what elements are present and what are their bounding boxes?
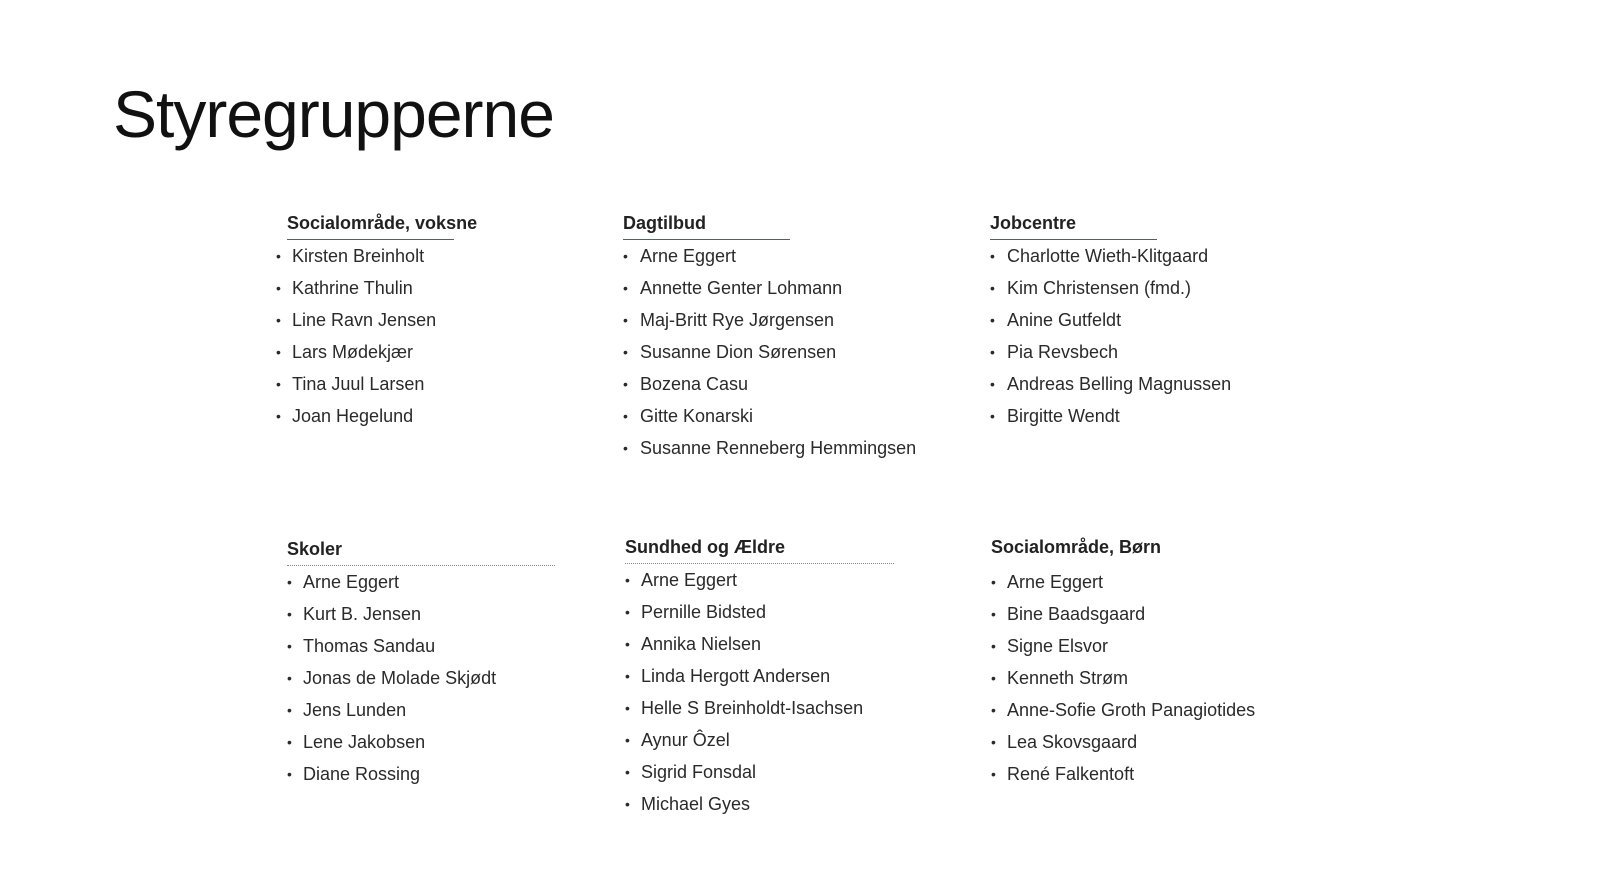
bullet-icon: • bbox=[287, 670, 292, 686]
member-name: Line Ravn Jensen bbox=[292, 310, 437, 330]
member-item bbox=[623, 246, 943, 267]
member-name: Annika Nielsen bbox=[641, 634, 762, 654]
group-heading: Socialområde, Børn bbox=[991, 537, 1162, 557]
bullet-icon: • bbox=[990, 344, 995, 360]
bullet-icon: • bbox=[276, 344, 281, 360]
heading-underline bbox=[623, 239, 790, 240]
bullet-icon: • bbox=[991, 638, 996, 654]
member-item bbox=[990, 374, 1310, 395]
member-item bbox=[625, 730, 945, 751]
member-list bbox=[625, 570, 945, 815]
member-item bbox=[287, 700, 607, 721]
member-item bbox=[625, 666, 945, 687]
member-name: Jens Lunden bbox=[303, 700, 407, 720]
member-name: Tina Juul Larsen bbox=[292, 374, 425, 394]
member-name: Arne Eggert bbox=[303, 572, 400, 592]
member-name: Pernille Bidsted bbox=[641, 602, 767, 622]
bullet-icon: • bbox=[623, 440, 628, 456]
bullet-icon: • bbox=[990, 376, 995, 392]
bullet-icon: • bbox=[625, 796, 630, 812]
member-item bbox=[623, 278, 943, 299]
member-item bbox=[623, 438, 943, 459]
bullet-icon: • bbox=[625, 668, 630, 684]
member-item bbox=[287, 668, 607, 689]
member-name: Maj-Britt Rye Jørgensen bbox=[640, 310, 835, 330]
bullet-icon: • bbox=[623, 280, 628, 296]
member-name: Kim Christensen (fmd.) bbox=[1007, 278, 1192, 298]
bullet-icon: • bbox=[287, 702, 292, 718]
member-name: Jonas de Molade Skjødt bbox=[303, 668, 497, 688]
member-item bbox=[991, 700, 1311, 721]
bullet-icon: • bbox=[991, 574, 996, 590]
member-name: Kirsten Breinholt bbox=[292, 246, 425, 266]
member-name: Kenneth Strøm bbox=[1007, 668, 1129, 688]
bullet-icon: • bbox=[287, 734, 292, 750]
member-list bbox=[287, 572, 607, 785]
member-item bbox=[623, 342, 943, 363]
bullet-icon: • bbox=[623, 344, 628, 360]
member-name: Linda Hergott Andersen bbox=[641, 666, 831, 686]
member-item bbox=[990, 278, 1310, 299]
group-heading: Sundhed og Ældre bbox=[625, 537, 785, 557]
member-name: Bine Baadsgaard bbox=[1007, 604, 1146, 624]
member-name: Charlotte Wieth-Klitgaard bbox=[1007, 246, 1209, 266]
member-item bbox=[276, 342, 596, 363]
bullet-icon: • bbox=[625, 604, 630, 620]
member-name: Pia Revsbech bbox=[1007, 342, 1119, 362]
bullet-icon: • bbox=[991, 670, 996, 686]
member-item bbox=[625, 570, 945, 591]
group-jobcentre bbox=[990, 212, 1310, 438]
member-item bbox=[623, 310, 943, 331]
heading-underline bbox=[990, 239, 1157, 240]
bullet-icon: • bbox=[625, 732, 630, 748]
group-heading: Skoler bbox=[287, 539, 343, 559]
group-socialomraade-voksne bbox=[276, 212, 596, 438]
member-name: Kathrine Thulin bbox=[292, 278, 413, 298]
bullet-icon: • bbox=[623, 376, 628, 392]
member-item bbox=[276, 310, 596, 331]
member-item bbox=[276, 278, 596, 299]
bullet-icon: • bbox=[625, 700, 630, 716]
member-item bbox=[990, 342, 1310, 363]
member-item bbox=[625, 762, 945, 783]
member-name: Lea Skovsgaard bbox=[1007, 732, 1138, 752]
group-sundhed-og-aeldre bbox=[625, 536, 945, 826]
member-list bbox=[990, 246, 1310, 427]
member-item bbox=[625, 602, 945, 623]
group-heading: Jobcentre bbox=[990, 213, 1077, 233]
member-item bbox=[625, 794, 945, 815]
member-item bbox=[276, 406, 596, 427]
member-item bbox=[287, 636, 607, 657]
member-name: Joan Hegelund bbox=[292, 406, 414, 426]
heading-underline bbox=[287, 565, 555, 566]
bullet-icon: • bbox=[287, 606, 292, 622]
member-name: Arne Eggert bbox=[640, 246, 737, 266]
member-name: Bozena Casu bbox=[640, 374, 749, 394]
bullet-icon: • bbox=[287, 766, 292, 782]
member-name: Signe Elsvor bbox=[1007, 636, 1109, 656]
bullet-icon: • bbox=[990, 312, 995, 328]
bullet-icon: • bbox=[287, 574, 292, 590]
bullet-icon: • bbox=[991, 606, 996, 622]
group-socialomraade-boern bbox=[991, 536, 1311, 796]
member-item bbox=[990, 406, 1310, 427]
bullet-icon: • bbox=[991, 702, 996, 718]
member-name: Anne-Sofie Groth Panagiotides bbox=[1007, 700, 1256, 720]
bullet-icon: • bbox=[623, 312, 628, 328]
member-item bbox=[287, 604, 607, 625]
member-name: Diane Rossing bbox=[303, 764, 421, 784]
member-list bbox=[623, 246, 943, 459]
member-item bbox=[991, 764, 1311, 785]
bullet-icon: • bbox=[990, 280, 995, 296]
member-name: Arne Eggert bbox=[641, 570, 738, 590]
member-item bbox=[276, 374, 596, 395]
bullet-icon: • bbox=[990, 248, 995, 264]
bullet-icon: • bbox=[276, 376, 281, 392]
bullet-icon: • bbox=[623, 248, 628, 264]
member-name: René Falkentoft bbox=[1007, 764, 1135, 784]
member-list bbox=[276, 246, 596, 427]
member-name: Arne Eggert bbox=[1007, 572, 1104, 592]
slide-title: Styregrupperne bbox=[113, 77, 554, 151]
member-list bbox=[991, 572, 1311, 785]
group-heading: Socialområde, voksne bbox=[287, 213, 478, 233]
heading-underline bbox=[287, 239, 454, 240]
member-name: Susanne Renneberg Hemmingsen bbox=[640, 438, 917, 458]
member-name: Birgitte Wendt bbox=[1007, 406, 1120, 426]
member-name: Sigrid Fonsdal bbox=[641, 762, 757, 782]
member-item bbox=[990, 246, 1310, 267]
member-item bbox=[991, 572, 1311, 593]
member-item bbox=[991, 732, 1311, 753]
member-item bbox=[625, 634, 945, 655]
bullet-icon: • bbox=[625, 572, 630, 588]
member-item bbox=[287, 732, 607, 753]
bullet-icon: • bbox=[990, 408, 995, 424]
member-name: Thomas Sandau bbox=[303, 636, 436, 656]
member-item bbox=[287, 764, 607, 785]
group-dagtilbud bbox=[623, 212, 943, 470]
member-item bbox=[991, 604, 1311, 625]
member-name: Lars Mødekjær bbox=[292, 342, 414, 362]
member-item bbox=[625, 698, 945, 719]
bullet-icon: • bbox=[287, 638, 292, 654]
bullet-icon: • bbox=[625, 764, 630, 780]
member-item bbox=[991, 636, 1311, 657]
member-name: Michael Gyes bbox=[641, 794, 751, 814]
member-name: Anine Gutfeldt bbox=[1007, 310, 1122, 330]
bullet-icon: • bbox=[991, 766, 996, 782]
member-name: Andreas Belling Magnussen bbox=[1007, 374, 1232, 394]
member-item bbox=[623, 374, 943, 395]
bullet-icon: • bbox=[276, 408, 281, 424]
bullet-icon: • bbox=[991, 734, 996, 750]
bullet-icon: • bbox=[276, 312, 281, 328]
bullet-icon: • bbox=[276, 248, 281, 264]
member-name: Gitte Konarski bbox=[640, 406, 754, 426]
member-item bbox=[287, 572, 607, 593]
bullet-icon: • bbox=[623, 408, 628, 424]
member-name: Kurt B. Jensen bbox=[303, 604, 422, 624]
group-heading: Dagtilbud bbox=[623, 213, 706, 233]
member-name: Helle S Breinholdt-Isachsen bbox=[641, 698, 864, 718]
member-item bbox=[990, 310, 1310, 331]
heading-underline bbox=[625, 563, 894, 564]
member-item bbox=[991, 668, 1311, 689]
bullet-icon: • bbox=[276, 280, 281, 296]
group-skoler bbox=[287, 538, 607, 796]
member-name: Annette Genter Lohmann bbox=[640, 278, 843, 298]
member-name: Susanne Dion Sørensen bbox=[640, 342, 837, 362]
member-name: Aynur Ôzel bbox=[641, 730, 730, 750]
member-item bbox=[623, 406, 943, 427]
member-name: Lene Jakobsen bbox=[303, 732, 426, 752]
member-item bbox=[276, 246, 596, 267]
bullet-icon: • bbox=[625, 636, 630, 652]
